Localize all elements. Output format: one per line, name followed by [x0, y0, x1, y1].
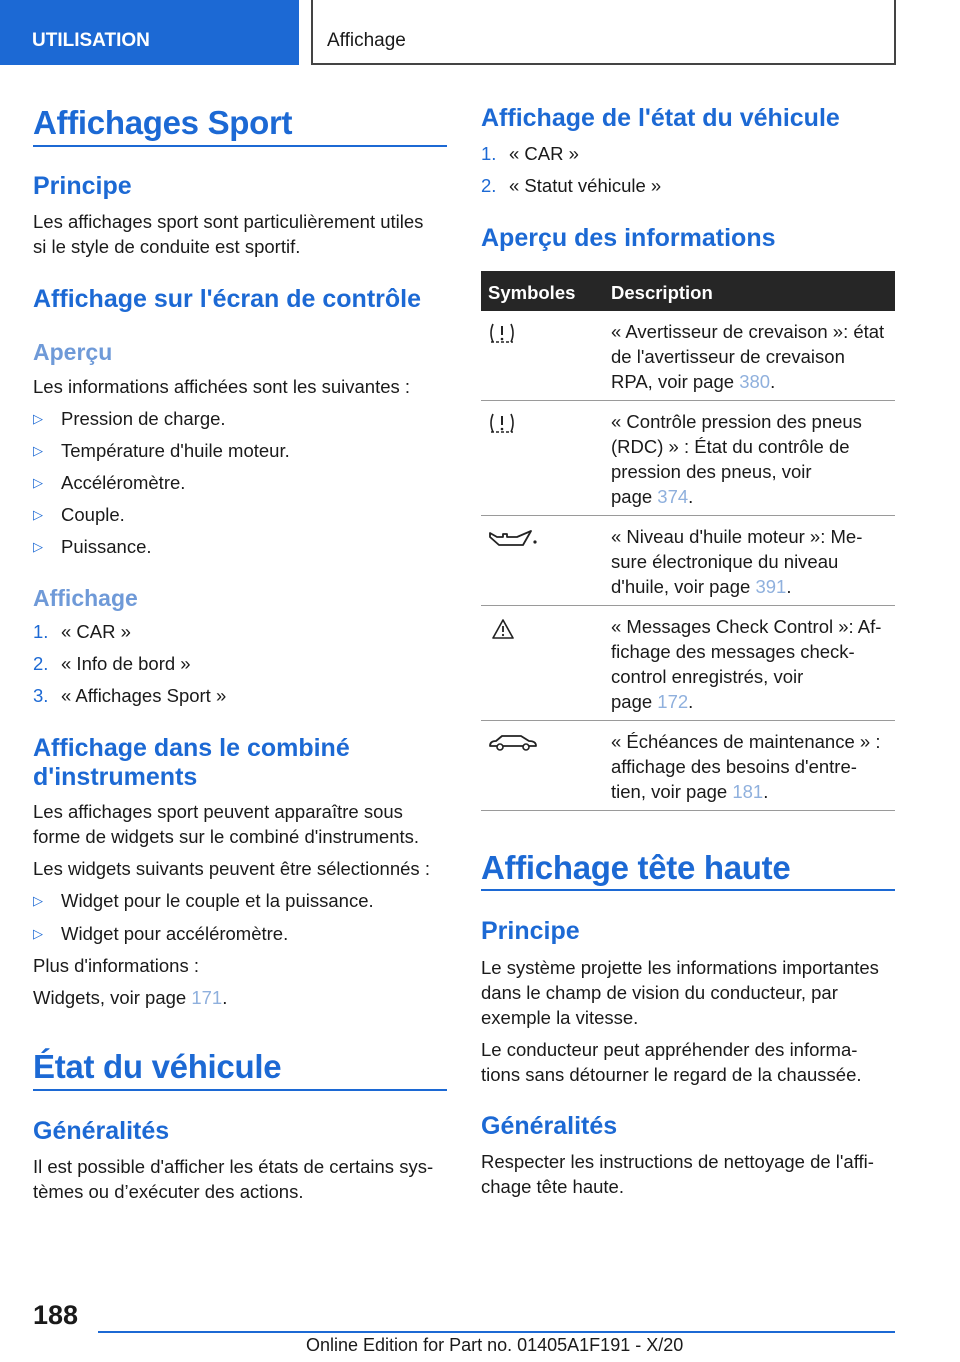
table-row [481, 311, 895, 401]
triangle-bullet-icon: ▷ [33, 893, 43, 908]
heading-generalites: Généralités [33, 1117, 170, 1145]
heading-rule [33, 1089, 447, 1091]
row-description: « Contrôle pression des pneus (RDC) » : État du contrôle de pression des pneus, voir page 374. [611, 411, 862, 507]
topic-tab [311, 0, 896, 65]
page-number: 188 [33, 1300, 79, 1330]
heading-etat-vehicule: État du véhicule [33, 1048, 282, 1085]
topic-label: Affichage [327, 30, 406, 51]
triangle-bullet-icon: ▷ [33, 411, 43, 426]
triangle-bullet-icon: ▷ [33, 926, 43, 941]
paragraph-widgets: Les widgets suivants peuvent être sélectionnés : [33, 858, 430, 879]
page-link-172[interactable]: 172 [657, 691, 689, 712]
paragraph-principe-2: si le style de conduite est sportif. [33, 236, 301, 257]
triangle-bullet-icon: ▷ [33, 507, 43, 522]
page-link-171[interactable]: 171 [191, 987, 223, 1008]
paragraph-apercu: Les informations affichées sont les suivantes : [33, 376, 411, 397]
paragraph-hud-2: dans le champ de vision du conducteur, par [481, 982, 838, 1003]
paragraph-hud-1: Le système projette les informations importantes [481, 957, 879, 978]
tire-pressure-warning-icon [487, 321, 517, 350]
footer-rule [98, 1331, 895, 1333]
row-description: « Échéances de maintenance » : affichage des besoins d'entre- tien, voir page 181. [611, 731, 881, 802]
heading-apercu-informations: Aperçu des informations [481, 224, 776, 252]
edition-text: Online Edition for Part no. 01405A1F191 - X/20 [306, 1335, 684, 1355]
table-row [481, 606, 895, 721]
tire-pressure-control-icon [487, 411, 517, 440]
page-link-391[interactable]: 391 [755, 576, 787, 597]
triangle-bullet-icon: ▷ [33, 539, 43, 554]
row-description: « Messages Check Control »: Af- fichage des messages check- control enregistrés, voir page 172. [611, 616, 882, 712]
paragraph-plus-info: Plus d'informations : [33, 955, 199, 976]
warning-triangle-icon [491, 618, 515, 645]
heading-ecran-controle: Affichage sur l'écran de contrôle [33, 285, 421, 313]
paragraph-generalites-hud-1: Respecter les instructions de nettoyage de l'affi- [481, 1151, 874, 1172]
page-link-374[interactable]: 374 [657, 486, 689, 507]
paragraph-generalites-2: tèmes ou d’exécuter des actions. [33, 1181, 304, 1202]
column-header-description: Description [611, 282, 713, 303]
paragraph-generalites-hud-2: chage tête haute. [481, 1176, 624, 1197]
row-description: « Avertisseur de crevaison »: état de l'avertisseur de crevaison RPA, voir page 380. [611, 321, 885, 392]
section-label: UTILISATION [32, 30, 150, 51]
heading-rule [481, 889, 895, 891]
table-row [481, 516, 895, 606]
widgets-reference: Widgets, voir page 171. [33, 987, 228, 1008]
heading-principe: Principe [33, 172, 132, 200]
heading-rule [33, 145, 447, 147]
service-car-icon [487, 733, 539, 758]
heading-affichage: Affichage [33, 585, 138, 611]
heading-affichage-tete-haute: Affichage tête haute [481, 849, 791, 886]
section-tab [0, 0, 299, 65]
heading-affichages-sport: Affichages Sport [33, 104, 293, 141]
paragraph-generalites-1: Il est possible d'afficher les états de certains sys- [33, 1156, 434, 1177]
column-header-symboles: Symboles [488, 282, 576, 303]
triangle-bullet-icon: ▷ [33, 443, 43, 458]
table-row [481, 721, 895, 811]
heading-generalites-hud: Généralités [481, 1112, 618, 1140]
paragraph-hud-3: exemple la vitesse. [481, 1007, 639, 1028]
table-header [481, 271, 895, 311]
oil-can-icon [487, 528, 539, 555]
paragraph-combine-1: Les affichages sport peuvent apparaître sous [33, 801, 403, 822]
heading-etat-affichage: Affichage de l'état du véhicule [481, 104, 840, 132]
paragraph-hud-4: Le conducteur peut appréhender des informa- [481, 1039, 858, 1060]
heading-apercu: Aperçu [33, 339, 113, 365]
heading-principe-hud: Principe [481, 917, 580, 945]
heading-combine-1: Affichage dans le combiné [33, 734, 350, 762]
page-link-380[interactable]: 380 [739, 371, 771, 392]
paragraph-hud-5: tions sans détourner le regard de la chaussée. [481, 1064, 862, 1085]
table-row [481, 401, 895, 516]
row-description: « Niveau d'huile moteur »: Me- sure électronique du niveau d'huile, voir page 391. [611, 526, 863, 597]
heading-combine-2: d'instruments [33, 763, 198, 791]
paragraph-principe-1: Les affichages sport sont particulièrement utiles [33, 211, 424, 232]
triangle-bullet-icon: ▷ [33, 475, 43, 490]
page-link-181[interactable]: 181 [732, 781, 764, 802]
paragraph-combine-2: forme de widgets sur le combiné d'instruments. [33, 826, 420, 847]
